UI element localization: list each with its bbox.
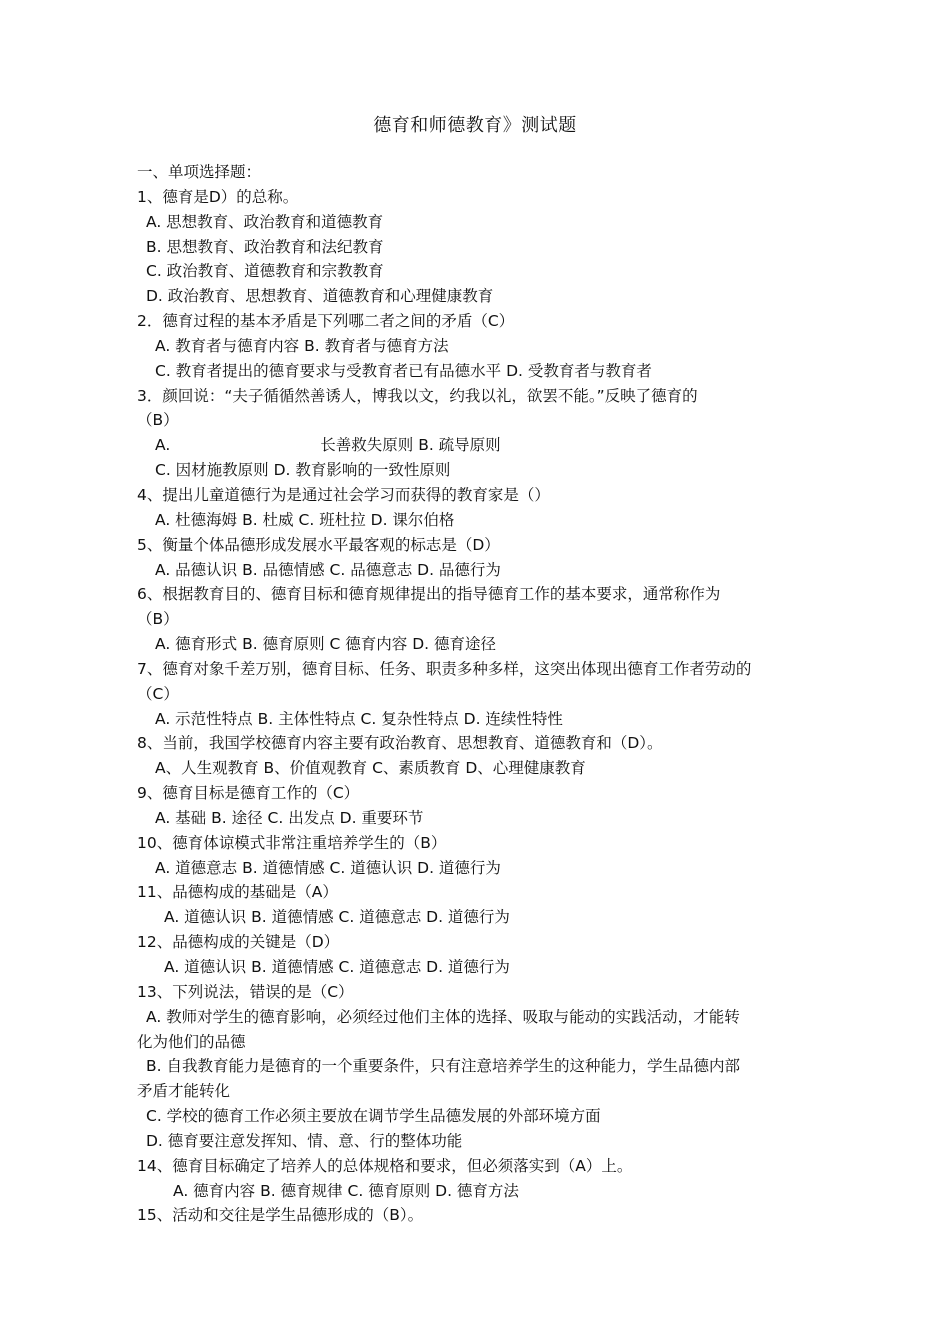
q2-stem: 2．德育过程的基本矛盾是下列哪二者之间的矛盾（C） <box>137 312 515 331</box>
q1-stem: 1、德育是D）的总称。 <box>137 187 299 206</box>
document-title: 德育和师德教育》测试题 <box>373 115 577 136</box>
q13-option-b: B. 自我教育能力是德育的一个重要条件，只有注意培养学生的这种能力，学生品德内部 <box>146 1057 740 1076</box>
q10-stem: 10、德育体谅模式非常注重培养学生的（B） <box>137 833 447 852</box>
q14-options: A. 德育内容 B. 德育规律 C. 德育原则 D. 德育方法 <box>173 1181 519 1200</box>
q5-options: A. 品德认识 B. 品德情感 C. 品德意志 D. 品德行为 <box>155 560 501 579</box>
q1-option-c: C. 政治教育、道德教育和宗教教育 <box>146 262 384 281</box>
q13-stem: 13、下列说法，错误的是（C） <box>137 982 354 1001</box>
q1-option-b: B. 思想教育、政治教育和法纪教育 <box>146 237 384 256</box>
q3-options-2: C. 因材施教原则 D. 教育影响的一致性原则 <box>155 461 451 480</box>
q6-options: A. 德育形式 B. 德育原则 C 德育内容 D. 德育途径 <box>155 635 496 654</box>
q13-option-b-cont: 矛盾才能转化 <box>137 1082 231 1101</box>
q12-stem: 12、品德构成的关键是（D） <box>137 933 340 952</box>
q2-options-1: A. 教育者与德育内容 B. 教育者与德育方法 <box>155 336 449 355</box>
q7-stem-answer: （C） <box>137 684 179 703</box>
q3-stem-answer: （B） <box>137 411 179 430</box>
q4-stem: 4、提出儿童道德行为是通过社会学习而获得的教育家是（） <box>137 485 550 504</box>
section-heading: 一、单项选择题： <box>137 163 262 181</box>
q7-stem: 7、德育对象千差万别，德育目标、任务、职责多种多样，这突出体现出德育工作者劳动的 <box>137 659 752 678</box>
q6-stem: 6、根据教育目的、德育目标和德育规律提出的指导德育工作的基本要求，通常称作为 <box>137 585 721 604</box>
q14-stem: 14、德育目标确定了培养人的总体规格和要求，但必须落实到（A）上。 <box>137 1156 633 1175</box>
q2-options-2: C. 教育者提出的德育要求与受教育者已有品德水平 D. 受教育者与教育者 <box>155 361 652 380</box>
q3-options-1-text: 长善救失原则 B. 疏导原则 <box>320 436 501 455</box>
q3-options-1 <box>137 433 817 458</box>
q11-stem: 11、品德构成的基础是（A） <box>137 883 338 902</box>
q10-options: A. 道德意志 B. 道德情感 C. 道德认识 D. 道德行为 <box>155 858 501 877</box>
q8-options: A、人生观教育 B、价值观教育 C、素质教育 D、心理健康教育 <box>155 759 586 778</box>
q13-option-a-cont: 化为他们的品德 <box>137 1032 246 1051</box>
q1-option-a: A. 思想教育、政治教育和道德教育 <box>146 212 384 231</box>
q9-stem: 9、德育目标是德育工作的（C） <box>137 784 360 803</box>
q13-option-d: D. 德育要注意发挥知、情、意、行的整体功能 <box>146 1131 463 1150</box>
q15-stem: 15、活动和交往是学生品德形成的（B）。 <box>137 1206 424 1225</box>
q1-option-d: D. 政治教育、思想教育、道德教育和心理健康教育 <box>146 287 494 306</box>
q7-options: A. 示范性特点 B. 主体性特点 C. 复杂性特点 D. 连续性特性 <box>155 709 563 728</box>
q11-options: A. 道德认识 B. 道德情感 C. 道德意志 D. 道德行为 <box>164 908 510 927</box>
q12-options: A. 道德认识 B. 道德情感 C. 道德意志 D. 道德行为 <box>164 958 510 976</box>
q13-option-a: A. 教师对学生的德育影响，必须经过他们主体的选择、吸取与能动的实践活动，才能转 <box>146 1007 740 1026</box>
question-list <box>137 160 817 1228</box>
q3-stem: 3．颜回说：“夫子循循然善诱人，博我以文，约我以礼，欲罢不能。”反映了德育的 <box>137 386 698 405</box>
q13-option-c: C. 学校的德育工作必须主要放在调节学生品德发展的外部环境方面 <box>146 1107 601 1126</box>
q5-stem: 5、衡量个体品德形成发展水平最客观的标志是（D） <box>137 535 500 554</box>
q9-options: A. 基础 B. 途径 C. 出发点 D. 重要环节 <box>155 808 424 827</box>
q8-stem: 8、当前，我国学校德育内容主要有政治教育、思想教育、道德教育和（D）。 <box>137 734 663 753</box>
q6-stem-answer: （B） <box>137 610 179 629</box>
q3-option-a-label: A. <box>155 436 171 455</box>
q4-options: A. 杜德海姆 B. 杜威 C. 班杜拉 D. 课尔伯格 <box>155 510 455 529</box>
